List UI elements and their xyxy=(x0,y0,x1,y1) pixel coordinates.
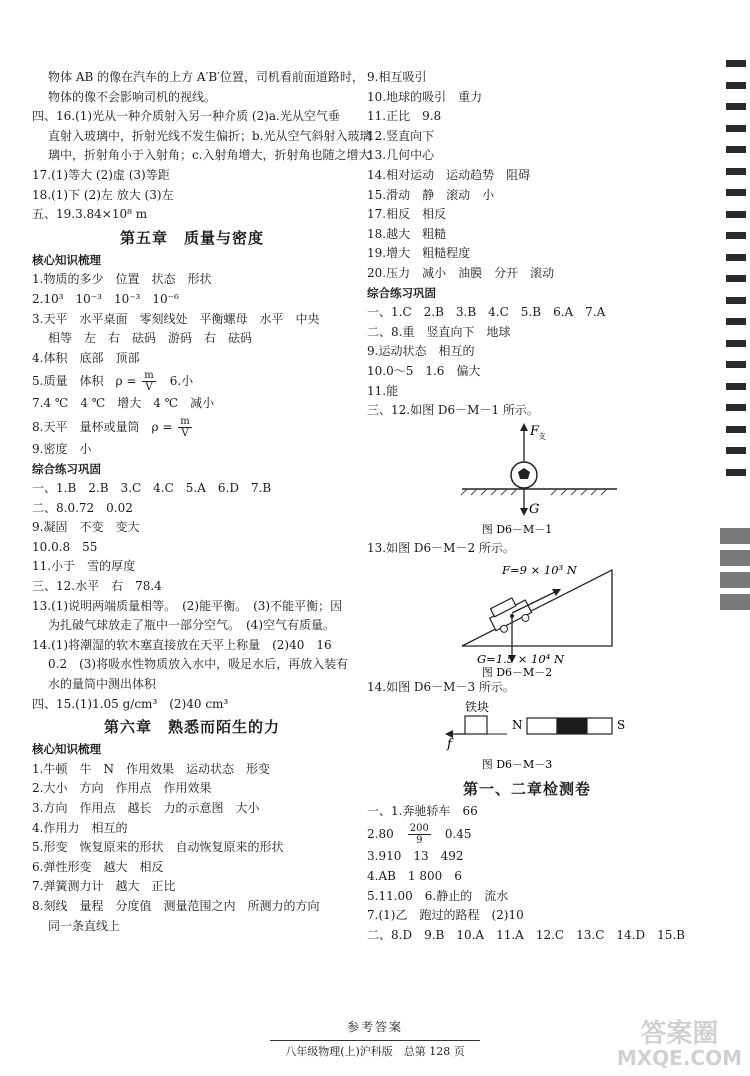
answer-line: 一、1.B 2.B 3.C 4.C 5.A 6.D 7.B xyxy=(32,481,272,496)
fraction xyxy=(408,823,431,846)
answer-line: 11.正比 9.8 xyxy=(367,109,442,124)
fraction-denominator: V xyxy=(181,427,189,439)
answer-line: 同一条直线上 xyxy=(48,918,121,933)
edge-mark xyxy=(726,404,746,411)
g-label: G xyxy=(529,501,540,517)
left-column xyxy=(32,68,372,936)
answer-line: 19.增大 粗糙程度 xyxy=(367,246,471,261)
answer-line: 一、1.C 2.B 3.B 4.C 5.B 6.A 7.A xyxy=(367,305,606,320)
fraction-numerator: m xyxy=(180,415,190,427)
answer-line: 8.刻线 量程 分度值 测量范围之内 所测力的方向 xyxy=(32,898,320,913)
edge-tab xyxy=(720,572,750,588)
q13-line: 13.如图 D6－M－2 所示。 xyxy=(367,540,515,555)
fraction-denominator: 9 xyxy=(416,835,423,847)
answer-line: 17.(1)等大 (2)虚 (3)等距 xyxy=(32,167,170,182)
answer-line: 直射入玻璃中，折射光线不发生偏折；b.光从空气斜射入玻璃 xyxy=(48,128,372,143)
fraction-denominator: V xyxy=(145,382,153,394)
answer-line: 4.作用力 相互的 xyxy=(32,820,128,835)
answer-line: 三、12.如图 D6－M－1 所示。 xyxy=(367,403,539,418)
edge-mark xyxy=(726,211,746,218)
fig2-caption: 图 D6－M－2 xyxy=(481,666,553,679)
answer-line: 二、8.0.72 0.02 xyxy=(32,500,133,515)
magnet-middle xyxy=(557,718,587,734)
answer-line: 10.0.8 55 xyxy=(32,539,98,554)
answer-line: 9.密度 小 xyxy=(32,441,92,456)
answer-text: 2.80 xyxy=(367,827,406,842)
answer-text: 6.小 xyxy=(157,374,194,389)
answer-line xyxy=(32,368,352,394)
s-pole-label: S xyxy=(617,717,626,732)
edge-marks xyxy=(720,60,750,490)
magnet-block-diagram xyxy=(367,698,687,776)
answer-line: 6.弹性形变 越大 相反 xyxy=(32,859,164,874)
fig1-caption: 图 D6－M－1 xyxy=(481,522,553,536)
answer-line: 18.越大 粗糙 xyxy=(367,226,447,241)
section-heading: 核心知识梳理 xyxy=(32,252,101,267)
answer-line: 7.弹簧测力计 越大 正比 xyxy=(32,879,176,894)
answer-line: 9.凝固 不变 变大 xyxy=(32,520,140,535)
edge-mark xyxy=(726,469,746,476)
answer-line: 3.910 13 492 xyxy=(367,849,464,864)
edge-mark xyxy=(726,318,746,325)
chapter-title: 第六章 熟悉而陌生的力 xyxy=(103,718,280,737)
pull-force-label: F=9 × 10³ N xyxy=(502,563,577,578)
answer-line: 12.竖直向下 xyxy=(367,128,435,143)
iron-block-label: 铁块 xyxy=(465,699,490,714)
edge-mark xyxy=(726,125,746,132)
answer-line: 为扎破气球放走了瓶中一部分空气。 (4)空气有质量。 xyxy=(48,618,336,633)
answer-line: 物体 AB 的像在汽车的上方 A′B′位置，司机看前面道路时， xyxy=(48,70,364,84)
figure-d6-m-3 xyxy=(367,698,687,776)
answer-line: 9.运动状态 相互的 xyxy=(367,344,475,359)
edge-mark xyxy=(726,383,746,390)
answer-line: 3.天平 水平桌面 零刻线处 平衡螺母 水平 中央 xyxy=(32,311,320,326)
answer-line: 20.压力 减小 油膜 分开 滚动 xyxy=(367,265,555,280)
fraction xyxy=(142,370,155,393)
answer-line: 10.0～5 1.6 偏大 xyxy=(367,363,481,378)
answer-line: 13.几何中心 xyxy=(367,148,435,163)
section-heading: 综合练习巩固 xyxy=(32,461,101,476)
edge-mark xyxy=(726,146,746,153)
ground-hatch xyxy=(461,489,607,495)
edge-mark xyxy=(726,168,746,175)
answer-line: 3.方向 作用点 越长 力的示意图 大小 xyxy=(32,801,260,815)
edge-mark xyxy=(726,82,746,89)
answer-line: 11.小于 雪的厚度 xyxy=(32,559,136,574)
edge-tab xyxy=(720,528,750,544)
edge-mark xyxy=(726,254,746,261)
incline xyxy=(462,570,612,646)
gravity-label-2: G=1.5 × 10⁴ N xyxy=(477,652,565,667)
answer-line: 4.AB 1 800 6 xyxy=(367,869,462,884)
edge-tab xyxy=(720,550,750,566)
answer-line: 水的量筒中测出体积 xyxy=(48,677,157,692)
figure-d6-m-2 xyxy=(367,558,687,678)
incline-car-diagram xyxy=(367,558,687,678)
answer-line: 5.形变 恢复原来的形状 自动恢复原来的形状 xyxy=(32,840,284,855)
footer-subtitle: 八年级物理(上)沪科版 总第 128 页 xyxy=(285,1045,465,1058)
friction-label: f xyxy=(447,736,452,752)
answer-line: 10.地球的吸引 重力 xyxy=(367,89,483,104)
footer-divider xyxy=(270,1040,480,1041)
edge-mark xyxy=(726,297,746,304)
edge-mark xyxy=(726,447,746,454)
edge-mark xyxy=(726,189,746,196)
answer-line: 1.物质的多少 位置 状态 形状 xyxy=(32,272,212,287)
chapter-title: 第五章 质量与密度 xyxy=(119,228,264,247)
answer-line: 一、1.奔驰轿车 66 xyxy=(367,803,478,818)
answer-line: 7.4 ℃ 4 ℃ 增大 4 ℃ 减小 xyxy=(32,396,215,411)
edge-mark xyxy=(726,361,746,368)
section-heading: 核心知识梳理 xyxy=(32,742,101,757)
q14-line: 14.如图 D6－M－3 所示。 xyxy=(367,680,515,695)
answer-line xyxy=(367,821,687,847)
fraction-numerator: m xyxy=(144,370,154,382)
f-support-sub: 支 xyxy=(538,431,546,441)
answer-line: 18.(1)下 (2)左 放大 (3)左 xyxy=(32,187,174,202)
answer-line: 五、19.3.84×10⁸ m xyxy=(32,207,148,222)
footer-title: 参考答案 xyxy=(346,1020,403,1034)
edge-mark xyxy=(726,426,746,433)
answer-line: 1.牛顿 牛 N 作用效果 运动状态 形变 xyxy=(32,761,270,776)
answer-line: 11.能 xyxy=(367,383,399,398)
answer-line: 二、8.重 竖直向下 地球 xyxy=(367,324,511,339)
right-column xyxy=(367,68,687,945)
answer-line: 四、15.(1)1.05 g/cm³ (2)40 cm³ xyxy=(32,696,229,711)
answer-line: 2.10³ 10⁻³ 10⁻³ 10⁻⁶ xyxy=(32,291,179,306)
answer-line xyxy=(32,414,352,440)
answer-line: 4.体积 底部 顶部 xyxy=(32,350,140,365)
answer-line: 三、12.水平 右 78.4 xyxy=(32,579,162,594)
edge-mark xyxy=(726,103,746,110)
answer-line: 17.相反 相反 xyxy=(367,207,447,222)
edge-mark xyxy=(726,275,746,282)
edge-mark xyxy=(726,60,746,67)
answer-text: 8.天平 量杯或量筒 ρ = xyxy=(32,419,177,434)
answer-line: 15.滑动 静 滚动 小 xyxy=(367,187,495,202)
answer-line: 7.(1)乙 跑过的路程 (2)10 xyxy=(367,908,524,923)
answer-line: 四、16.(1)光从一种介质射入另一种介质 (2)a.光从空气垂 xyxy=(32,109,340,124)
fraction xyxy=(178,416,191,439)
fig3-caption: 图 D6－M－3 xyxy=(481,757,553,771)
watermark xyxy=(617,1020,742,1068)
section-heading: 综合练习巩固 xyxy=(367,285,436,300)
edge-tab xyxy=(720,594,750,610)
ball-force-diagram xyxy=(367,421,687,539)
answer-line: 14.(1)将潮湿的软木塞直接放在天平上称量 (2)40 16 xyxy=(32,637,332,652)
answer-line: 二、8.D 9.B 10.A 11.A 12.C 13.C 14.D 15.B xyxy=(367,927,685,942)
iron-block xyxy=(465,716,487,734)
answer-line: 13.(1)说明两端质量相等。 (2)能平衡。 (3)不能平衡；因 xyxy=(32,598,343,613)
answer-line: 相等 左 右 砝码 游码 右 砝码 xyxy=(48,331,253,346)
watermark-url: MXQE.COM xyxy=(616,1046,742,1070)
n-pole-label: N xyxy=(512,717,523,732)
answer-text: 0.45 xyxy=(432,827,472,842)
answer-text: 5.质量 体积 ρ = xyxy=(32,374,141,389)
answer-line: 2.大小 方向 作用点 作用效果 xyxy=(32,781,212,796)
answer-line: 14.相对运动 运动趋势 阻碍 xyxy=(367,167,531,182)
f-support-label: F xyxy=(530,423,540,439)
chapter-title-test: 第一、二章检测卷 xyxy=(462,779,591,798)
figure-d6-m-1 xyxy=(367,421,687,539)
fraction-numerator: 200 xyxy=(409,823,429,835)
watermark-logo: 答案圈 xyxy=(640,1019,719,1049)
edge-mark xyxy=(726,340,746,347)
answer-line: 9.相互吸引 xyxy=(367,70,427,84)
edge-mark xyxy=(726,232,746,239)
answer-line: 0.2 (3)将吸水性物质放入水中，吸足水后，再放入装有 xyxy=(48,657,349,672)
magnet-right xyxy=(587,718,612,734)
answer-line: 5.11.00 6.静止的 流水 xyxy=(367,888,509,903)
magnet-left xyxy=(527,718,557,734)
answer-line: 璃中，折射角小于入射角；c.入射角增大，折射角也随之增大 xyxy=(48,148,371,163)
answer-line: 物体的像不会影响司机的视线。 xyxy=(48,89,217,104)
